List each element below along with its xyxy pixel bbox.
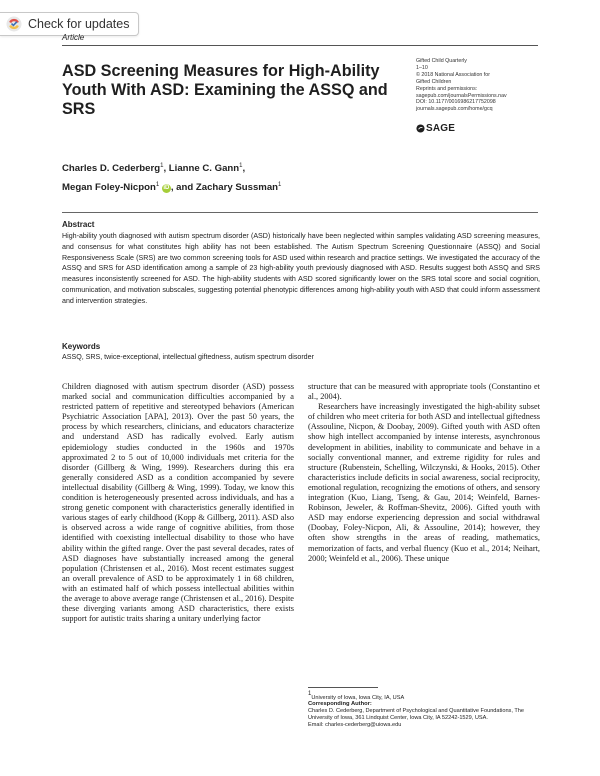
copyright-line-1: © 2018 National Association for xyxy=(416,71,490,78)
affiliation-marker: 1 xyxy=(160,163,164,169)
author-name: and Zachary Sussman xyxy=(176,182,279,193)
paper-title: ASD Screening Measures for High-Ability Youth With ASD: Examining the ASSQ and SRS xyxy=(62,62,388,118)
corresponding-author-heading: Corresponding Author: xyxy=(308,701,372,707)
journal-name: Gifted Child Quarterly xyxy=(416,58,467,64)
affiliation-marker: 1 xyxy=(239,163,243,169)
doi-link[interactable]: DOI: 10.1177/0016986217752098 xyxy=(416,99,496,106)
article-type-label: Article xyxy=(62,33,85,42)
abstract-text: High-ability youth diagnosed with autism spectrum disorder (ASD) historically have been neglected within samples validating ASD screening measures, and consensus for what constitutes high ability has not been established. The Autism Spectrum Screening Questionnaire (ASSQ) and Social Responsiveness Scale (SRS) are two common screening tools for ASD used within research and practice settings. We investigated the accuracy of the ASSQ and SRS for ASD identification among a sample of 23 high-ability youth previously diagnosed with ASD. Results suggest both ASSQ and SRS measures inconsistently screened for ASD. The high-ability students with ASD scored significantly lower on the SRS total score and social cognition, communication, and motivation subscales, suggesting potential phenotypic differences among high-ability youth with ASD that could inform assessment and intervention strategies. xyxy=(62,232,540,305)
page-range: 1–10 xyxy=(416,64,428,71)
journal-meta xyxy=(416,58,540,113)
corresponding-author-email[interactable]: Email: charles-cederberg@uiowa.edu xyxy=(308,722,402,729)
sage-logo-icon xyxy=(416,124,425,133)
author-name: Charles D. Cederberg xyxy=(62,163,161,174)
author-list: Charles D. Cederberg$^1$, Lianne C. Gann$^1$, Megan Foley-Nicpon$^1$ iD , and Zachary Sussman$^1$ xyxy=(62,163,282,193)
publisher-logo xyxy=(416,123,455,134)
reprints-label: Reprints and permissions: xyxy=(416,85,478,92)
header-rule xyxy=(62,45,538,46)
author-name: Lianne C. Gann xyxy=(168,163,240,174)
body-column-left xyxy=(62,382,294,624)
corresponding-author-address: Charles D. Cederberg, Department of Psychological and Quantitative Foundations, The University of Iowa, 361 Lindquist Center, Iowa City, IA 52242-1529, USA. xyxy=(308,708,524,722)
abstract-heading: Abstract xyxy=(62,220,95,229)
journal-home-link[interactable]: journals.sagepub.com/home/gcq xyxy=(416,106,493,113)
keywords-text: ASSQ, SRS, twice-exceptional, intellectual giftedness, autism spectrum disorder xyxy=(62,353,314,361)
author-name: Megan Foley-Nicpon xyxy=(62,182,156,193)
corresponding-author-block xyxy=(308,708,540,730)
body-paragraph: Researchers have increasingly investigated the high-ability subset of children who meet criteria for both ASD and intellectual giftedness (Assouline, Nicpon, & Doobay, 2009). Gifted youth with ASD often show high intellect accompanied by intense interests, asynchronous development in abilities, inability to communicate and behave in a socially conventional manner, and extreme rigidity for rules and structure (Rubenstein, Schelling, Wilczynski, & Hooks, 2015). Other characteristics include deficits in social awareness, social reciprocity, emotional regulation, recognizing the emotions of others, and sensory integration (Kuo, Liang, Tseng, & Gau, 2014; Weinfeld, Barnes-Robinson, Jeweler, & Roffman-Shevitz, 2006). Gifted youth with ASD may endorse experiencing depression and social withdrawal (Doobay, Foley-Nicpon, Ali, & Assouline, 2014); however, they often show strengths in the areas of reading, mathematics, memorization of facts, and verbal fluency (Kuo et al., 2014; Neihart, 2000; Weinfeld et al., 2006). These unique xyxy=(308,402,540,563)
body-paragraph: structure that can be measured with appropriate tools (Constantino et al., 2004). xyxy=(308,382,540,402)
body-paragraph: Children diagnosed with autism spectrum disorder (ASD) possess marked social and communication difficulties accompanied by a restricted pattern of repetitive and stereotyped behaviors (American Psychiatric Association [APA], 2013). Over the past 50 years, the process by which researchers, clinicians, and educators characterize and understand ASD has radically evolved. Early autism epidemiology studies conducted in the 1960s and 1970s approximated 2 to 5 out of 10,000 individuals met criteria for the disorder (Gillberg & Wing, 1999). Researchers during this era generally considered ASD as a condition accompanied by severe intellectual disability (Gillberg & Wing, 1999). Today, we know this condition is heterogeneously presented across individuals, and has a strong genetic component with characteristics generally identified in various stages of early childhood (Kopp & Gillberg, 2011). ASD also is observed across a wide range of cognitive abilities, from those identified with coexisting intellectual disability to those who have ability within the gifted range. Over the past several decades, rates of ASD diagnoses have substantially increased among the general population (Christensen et al., 2016). Most recent estimates suggest an overall prevalence of ASD to be approximately 1 in 68 children, with an estimated half of which possess intellectual abilities within the average to above average range (Christensen et al., 2016). Despite these diverging variants among ASD characteristics, there exists support for autistic traits sharing a unitary underlying factor xyxy=(62,382,294,624)
body-column-right xyxy=(308,382,540,564)
permissions-link[interactable]: sagepub.com/journalsPermissions.nav xyxy=(416,92,507,99)
affiliation-marker: 1 xyxy=(308,691,312,697)
affiliation-marker: 1 xyxy=(155,182,160,188)
orcid-icon[interactable]: iD xyxy=(163,185,170,191)
copyright-line-2: Gifted Children xyxy=(416,78,452,85)
publisher-name: SAGE xyxy=(426,123,456,134)
abstract-rule xyxy=(62,212,538,213)
affiliation-text: University of Iowa, Iowa City, IA, USA xyxy=(311,695,405,701)
badge-label: Check for updates xyxy=(28,17,130,31)
keywords-heading: Keywords xyxy=(62,342,101,351)
footnote-rule xyxy=(308,687,378,688)
affiliation-marker: 1 xyxy=(278,182,282,188)
update-check-icon xyxy=(6,16,22,32)
